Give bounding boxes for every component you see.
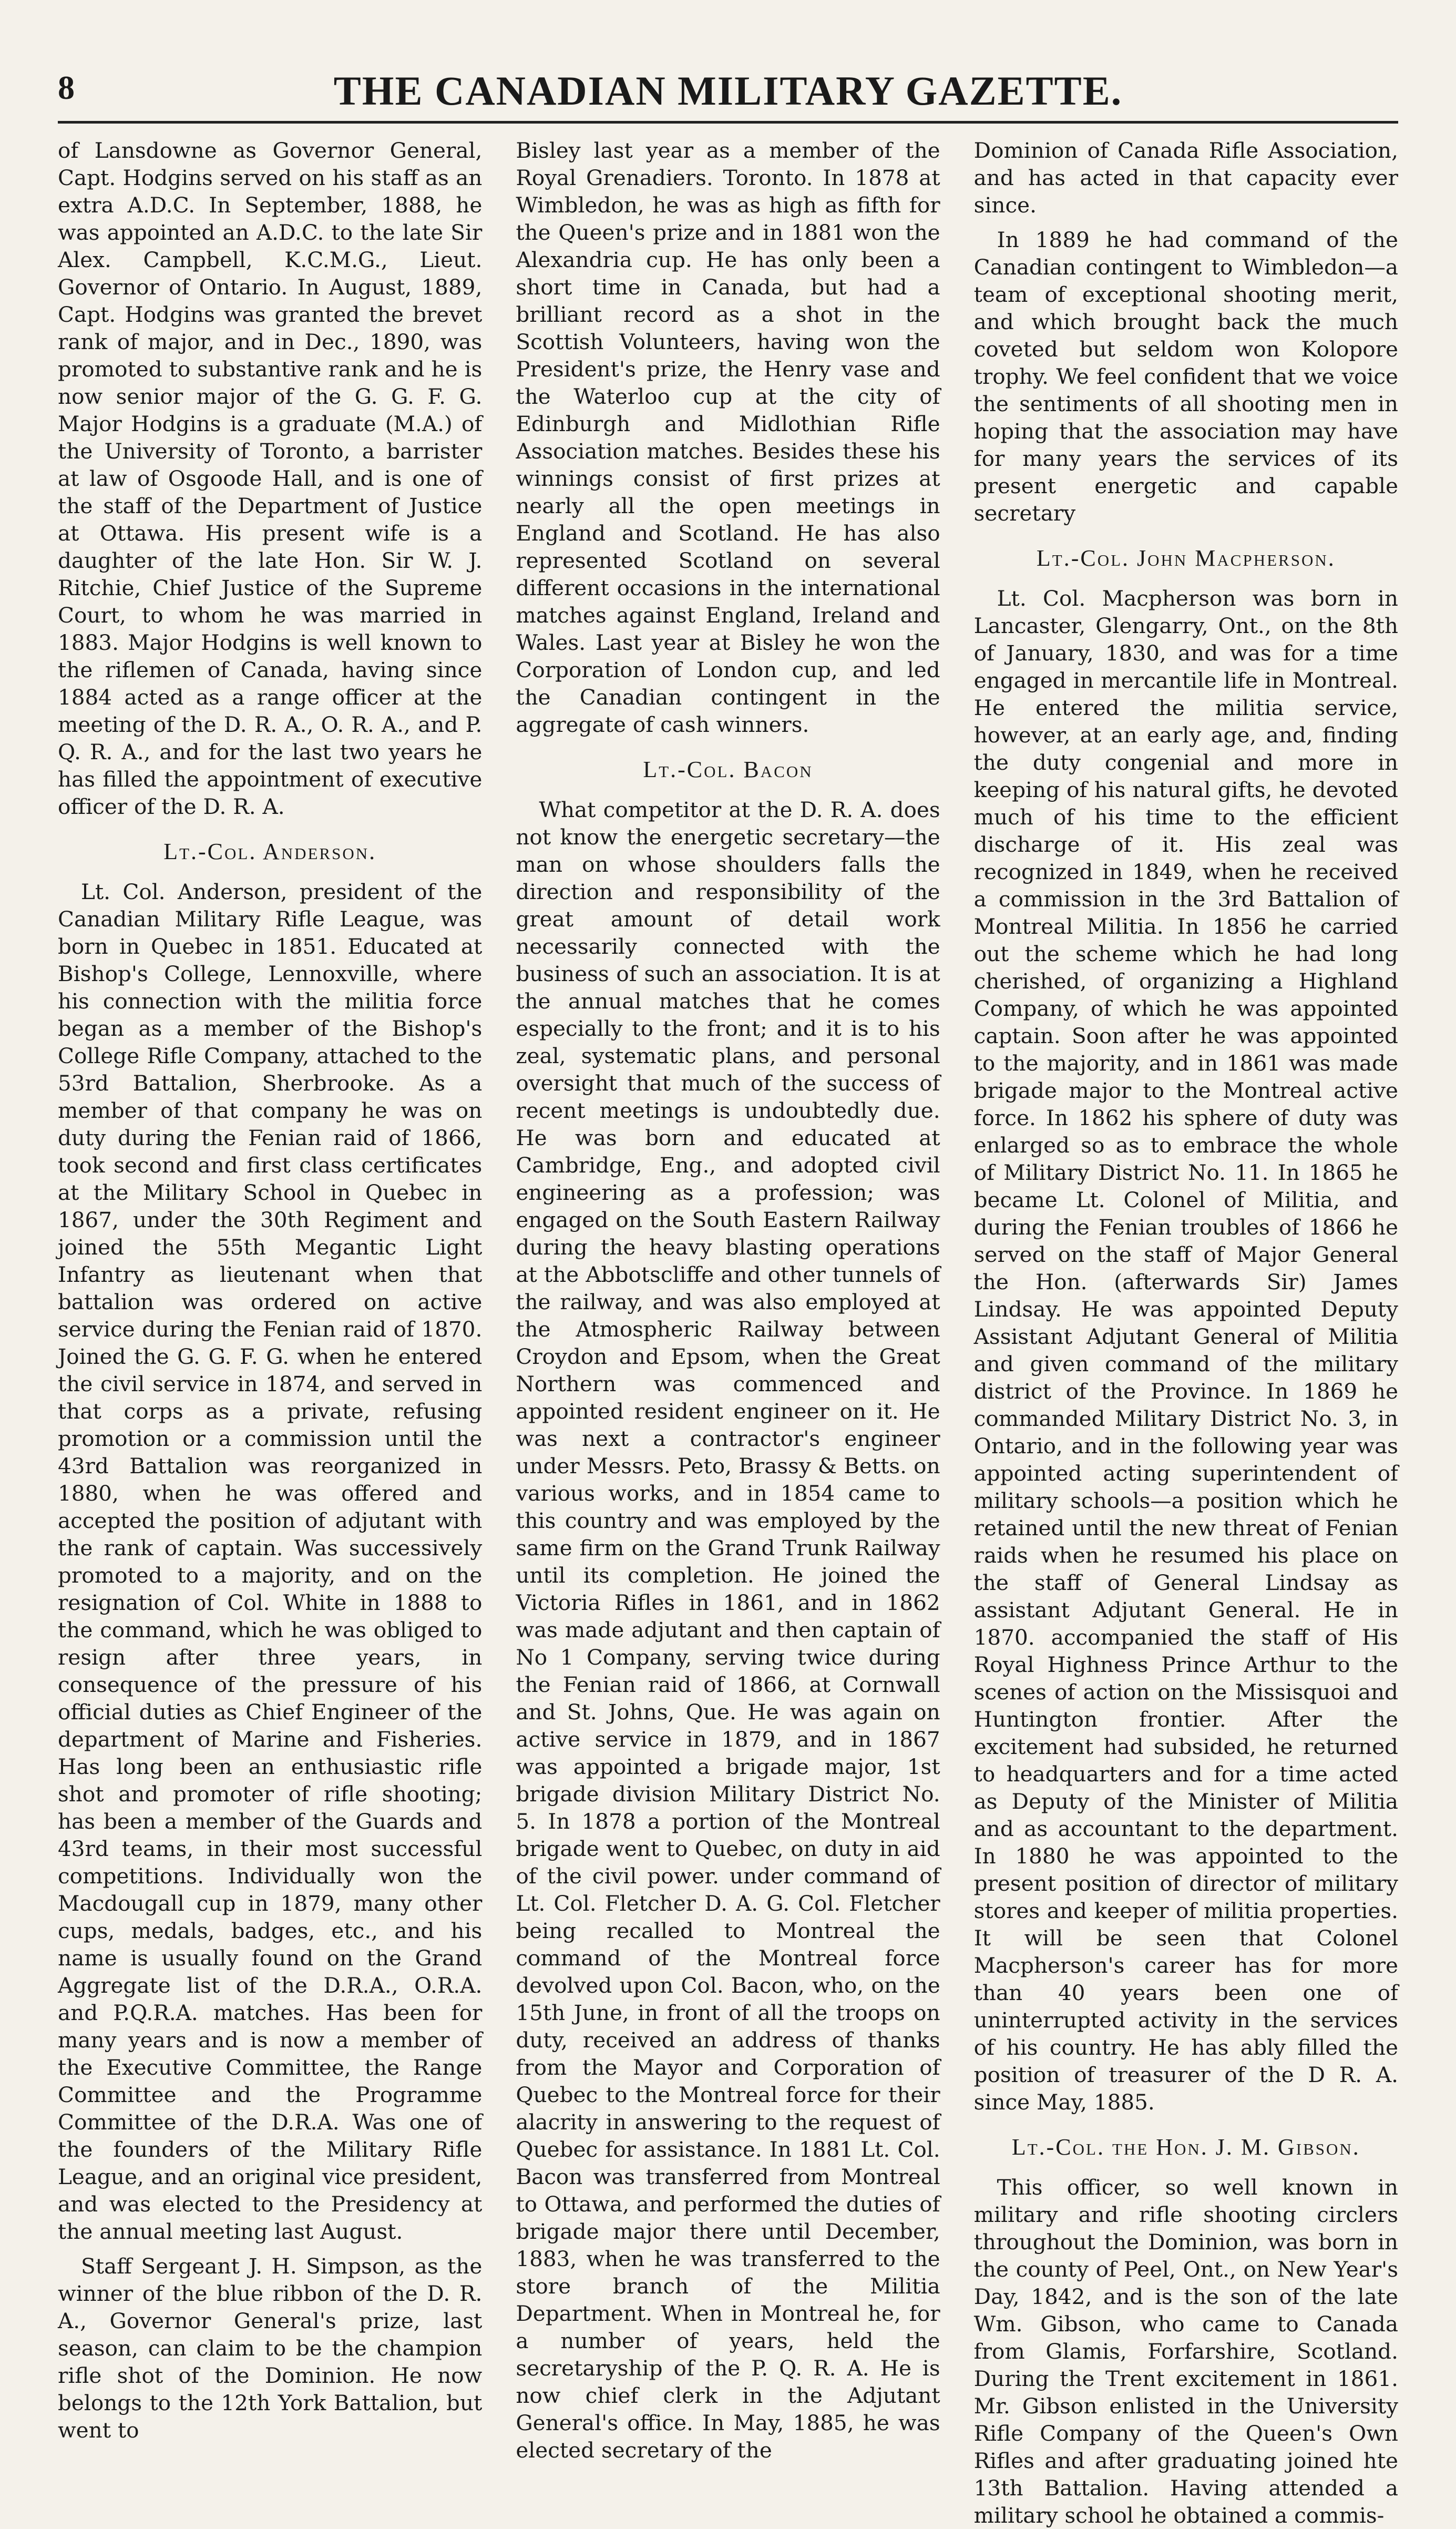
column-2 (516, 137, 940, 2463)
newspaper-page (58, 58, 1398, 2528)
heading-gibson: Lt.-Col. the Hon. J. M. Gibson. (1011, 2134, 1360, 2160)
paragraph-gibson: This officer, so well known in military and rifle shooting circlers throughout the Dominion, was born in the county of Peel, Ont., on New Year's Day, 1842, and is the son of the late Wm. Gibson, who came to Canada from Glamis, Forfarshire, Scotland. During the Trent excitement in 1861. Mr. Gibson enlisted in the University Rifle Company of the Queen's Own Rifles and after graduating joined hte 13th Battalion. Having attended a military school he obtained a commis- (973, 2175, 1398, 2528)
heading-macpherson: Lt.-Col. John Macpherson. (1036, 545, 1336, 571)
page-number: 8 (58, 69, 75, 106)
paragraph-wimbledon: In 1889 he had command of the Canadian contingent to Wimbledon—a team of exceptional shooting merit, and which brought back the much coveted but seldom won Kolopore trophy. We feel confident that we voice the sentiments of all shooting men in hoping that the association may have for many years the services of its present energetic and capable secretary (973, 227, 1398, 526)
paragraph-simpson-continued: Bisley last year as a member of the Royal Grenadiers. Toronto. In 1878 at Wimbledon, he was as high as fifth for the Queen's prize and in 1881 won the Alexandria cup. He has only been a short time in Canada, but had a brilliant record as a shot in the Scottish Volunteers, having won the President's prize, the Henry vase and the Waterloo cup at the city of Edinburgh and Midlothian Rifle Association matches. Besides these his winnings consist of first prizes at nearly all the open meetings in England and Scotland. He has also represented Scotland on several different occasions in the international matches against England, Ireland and Wales. Last year at Bisley he won the Corporation of London cup, and led the Canadian contingent in the aggregate of cash winners. (516, 138, 940, 737)
page-header (58, 58, 1398, 124)
paragraph-macpherson: Lt. Col. Macpherson was born in Lancaster, Glengarry, Ont., on the 8th of January, 1830, and was for a time engaged in mercantile life in Montreal. He entered the militia service, however, at an early age, and, finding the duty congenial and more in keeping of his natural gifts, he devoted much of his time to the efficient discharge of it. His zeal was recognized in 1849, when he received a commission in the 3rd Battalion of Montreal Militia. In 1856 he carried out the scheme which he had long cherished, of organizing a Highland Company, of which he was appointed captain. Soon after he was appointed to the majority, and in 1861 was made brigade major to the Montreal active force. In 1862 his sphere of duty was enlarged so as to embrace the whole of Military District No. 11. In 1865 he became Lt. Colonel of Militia, and during the Fenian troubles of 1866 he served on the staff of Major General the Hon. (afterwards Sir) James Lindsay. He was appointed Deputy Assistant Adjutant General of Militia and given command of the military district of the Province. In 1869 he commanded Military District No. 3, in Ontario, and in the following year was appointed acting superintendent of military schools—a position which he retained until the new threat of Fenian raids when he resumed his place on the staff of General Lindsay as assistant Adjutant General. He in 1870. accompanied the staff of His Royal Highness Prince Arthur to the scenes of action on the Missisquoi and Huntington frontier. After the excitement had subsided, he returned to headquarters and for a time acted as Deputy of the Minister of Militia and as accountant to the department. In 1880 he was appointed to the present position of director of military stores and keeper of militia properties. It will be seen that Colonel Macpherson's career has for more than 40 years been one of uninterrupted activity in the services of his country. He has ably filled the position of treasurer of the D R. A. since May, 1885. (973, 586, 1398, 2115)
masthead-title: THE CANADIAN MILITARY GAZETTE. (333, 68, 1123, 114)
paragraph-hodgins: of Lansdowne as Governor General, Capt. Hodgins served on his staff as an extra A.D.C. In September, 1888, he was appointed an A.D.C. to the late Sir Alex. Campbell, K.C.M.G., Lieut. Governor of Ontario. In August, 1889, Capt. Hodgins was granted the brevet rank of major, and in Dec., 1890, was promoted to substantive rank and he is now senior major of the G. G. F. G. Major Hodgins is a graduate (M.A.) of the University of Toronto, a barrister at law of Osgoode Hall, and is one of the staff of the Department of Justice at Ottawa. His present wife is a daughter of the late Hon. Sir W. J. Ritchie, Chief Justice of the Supreme Court, to whom he was married in 1883. Major Hodgins is well known to the riflemen of Canada, having since 1884 acted as a range officer at the meeting of the D. R. A., O. R. A., and P. Q. R. A., and for the last two years he has filled the appointment of executive officer of the D. R. A. (58, 138, 483, 819)
heading-bacon: Lt.-Col. Bacon (643, 757, 813, 782)
paragraph-simpson: Staff Sergeant J. H. Simpson, as the winner of the blue ribbon of the D. R. A., Governor General's prize, last season, can claim to be the champion rifle shot of the Dominion. He now belongs to the 12th York Battalion, but went to (58, 2253, 483, 2443)
paragraph-bacon: What competitor at the D. R. A. does not know the energetic secretary—the man on whose shoulders falls the direction and responsibility of the great amount of detail work necessarily connected with the business of such an association. It is at the annual matches that he comes especially to the front; and it is to his zeal, systematic plans, and personal oversight that much of the success of recent meetings is undoubtedly due. He was born and educated at Cambridge, Eng., and adopted civil engineering as a profession; was engaged on the South Eastern Railway during the heavy blasting operations at the Abbotscliffe and other tunnels of the railway, and was also employed at the Atmospheric Railway between Croydon and Epsom, when the Great Northern was commenced and appointed resident engineer on it. He was next a contractor's engineer under Messrs. Peto, Brassy & Betts. on various works, and in 1854 came to this country and was employed by the same firm on the Grand Trunk Railway until its completion. He joined the Victoria Rifles in 1861, and in 1862 was made adjutant and then captain of No 1 Company, serving twice during the Fenian raid of 1866, at Cornwall and St. Johns, Que. He was again on active service in 1879, and in 1867 was appointed a brigade major, 1st brigade division Military District No. 5. In 1878 a portion of the Montreal brigade went to Quebec, on duty in aid of the civil power. under command of Lt. Col. Fletcher D. A. G. Col. Fletcher being recalled to Montreal the command of the Montreal force devolved upon Col. Bacon, who, on the 15th June, in front of all the troops on duty, received an address of thanks from the Mayor and Corporation of Quebec to the Montreal force for their alacrity in answering to the request of Quebec for assistance. In 1881 Lt. Col. Bacon was transferred from Montreal to Ottawa, and performed the duties of brigade major there until December, 1883, when he was transferred to the store branch of the Militia Department. When in Montreal he, for a number of years, held the secretaryship of the P. Q. R. A. He is now chief clerk in the Adjutant General's office. In May, 1885, he was elected secretary of the (516, 797, 940, 2463)
paragraph-bacon-continued: Dominion of Canada Rifle Association, and has acted in that capacity ever since. (973, 138, 1398, 218)
article-columns (58, 137, 1398, 2528)
paragraph-anderson: Lt. Col. Anderson, president of the Canadian Military Rifle League, was born in Quebec in 1851. Educated at Bishop's College, Lennoxville, where his connection with the militia force began as a member of the Bishop's College Rifle Company, attached to the 53rd Battalion, Sherbrooke. As a member of that company he was on duty during the Fenian raid of 1866, took second and first class certificates at the Military School in Quebec in 1867, under the 30th Regiment and joined the 55th Megantic Light Infantry as lieutenant when that battalion was ordered on active service during the Fenian raid of 1870. Joined the G. G. F. G. when he entered the civil service in 1874, and served in that corps as a private, refusing promotion or a commission until the 43rd Battalion was reorganized in 1880, when he was offered and accepted the position of adjutant with the rank of captain. Was successively promoted to a majority, and on the resignation of Col. White in 1888 to the command, which he was obliged to resign after three years, in consequence of the pressure of his official duties as Chief Engineer of the department of Marine and Fisheries. Has long been an enthusiastic rifle shot and promoter of rifle shooting; has been a member of the Guards and 43rd teams, in their most successful competitions. Individually won the Macdougall cup in 1879, many other cups, medals, badges, etc., and his name is usually found on the Grand Aggregate list of the D.R.A., O.R.A. and P.Q.R.A. matches. Has been for many years and is now a member of the Executive Committee, the Range Committee and the Programme Committee of the D.R.A. Was one of the founders of the Military Rifle League, and an original vice president, and was elected to the Presidency at the annual meeting last August. (58, 879, 483, 2244)
heading-anderson: Lt.-Col. Anderson. (163, 839, 377, 864)
column-1 (58, 137, 483, 2443)
column-3 (973, 137, 1398, 2528)
